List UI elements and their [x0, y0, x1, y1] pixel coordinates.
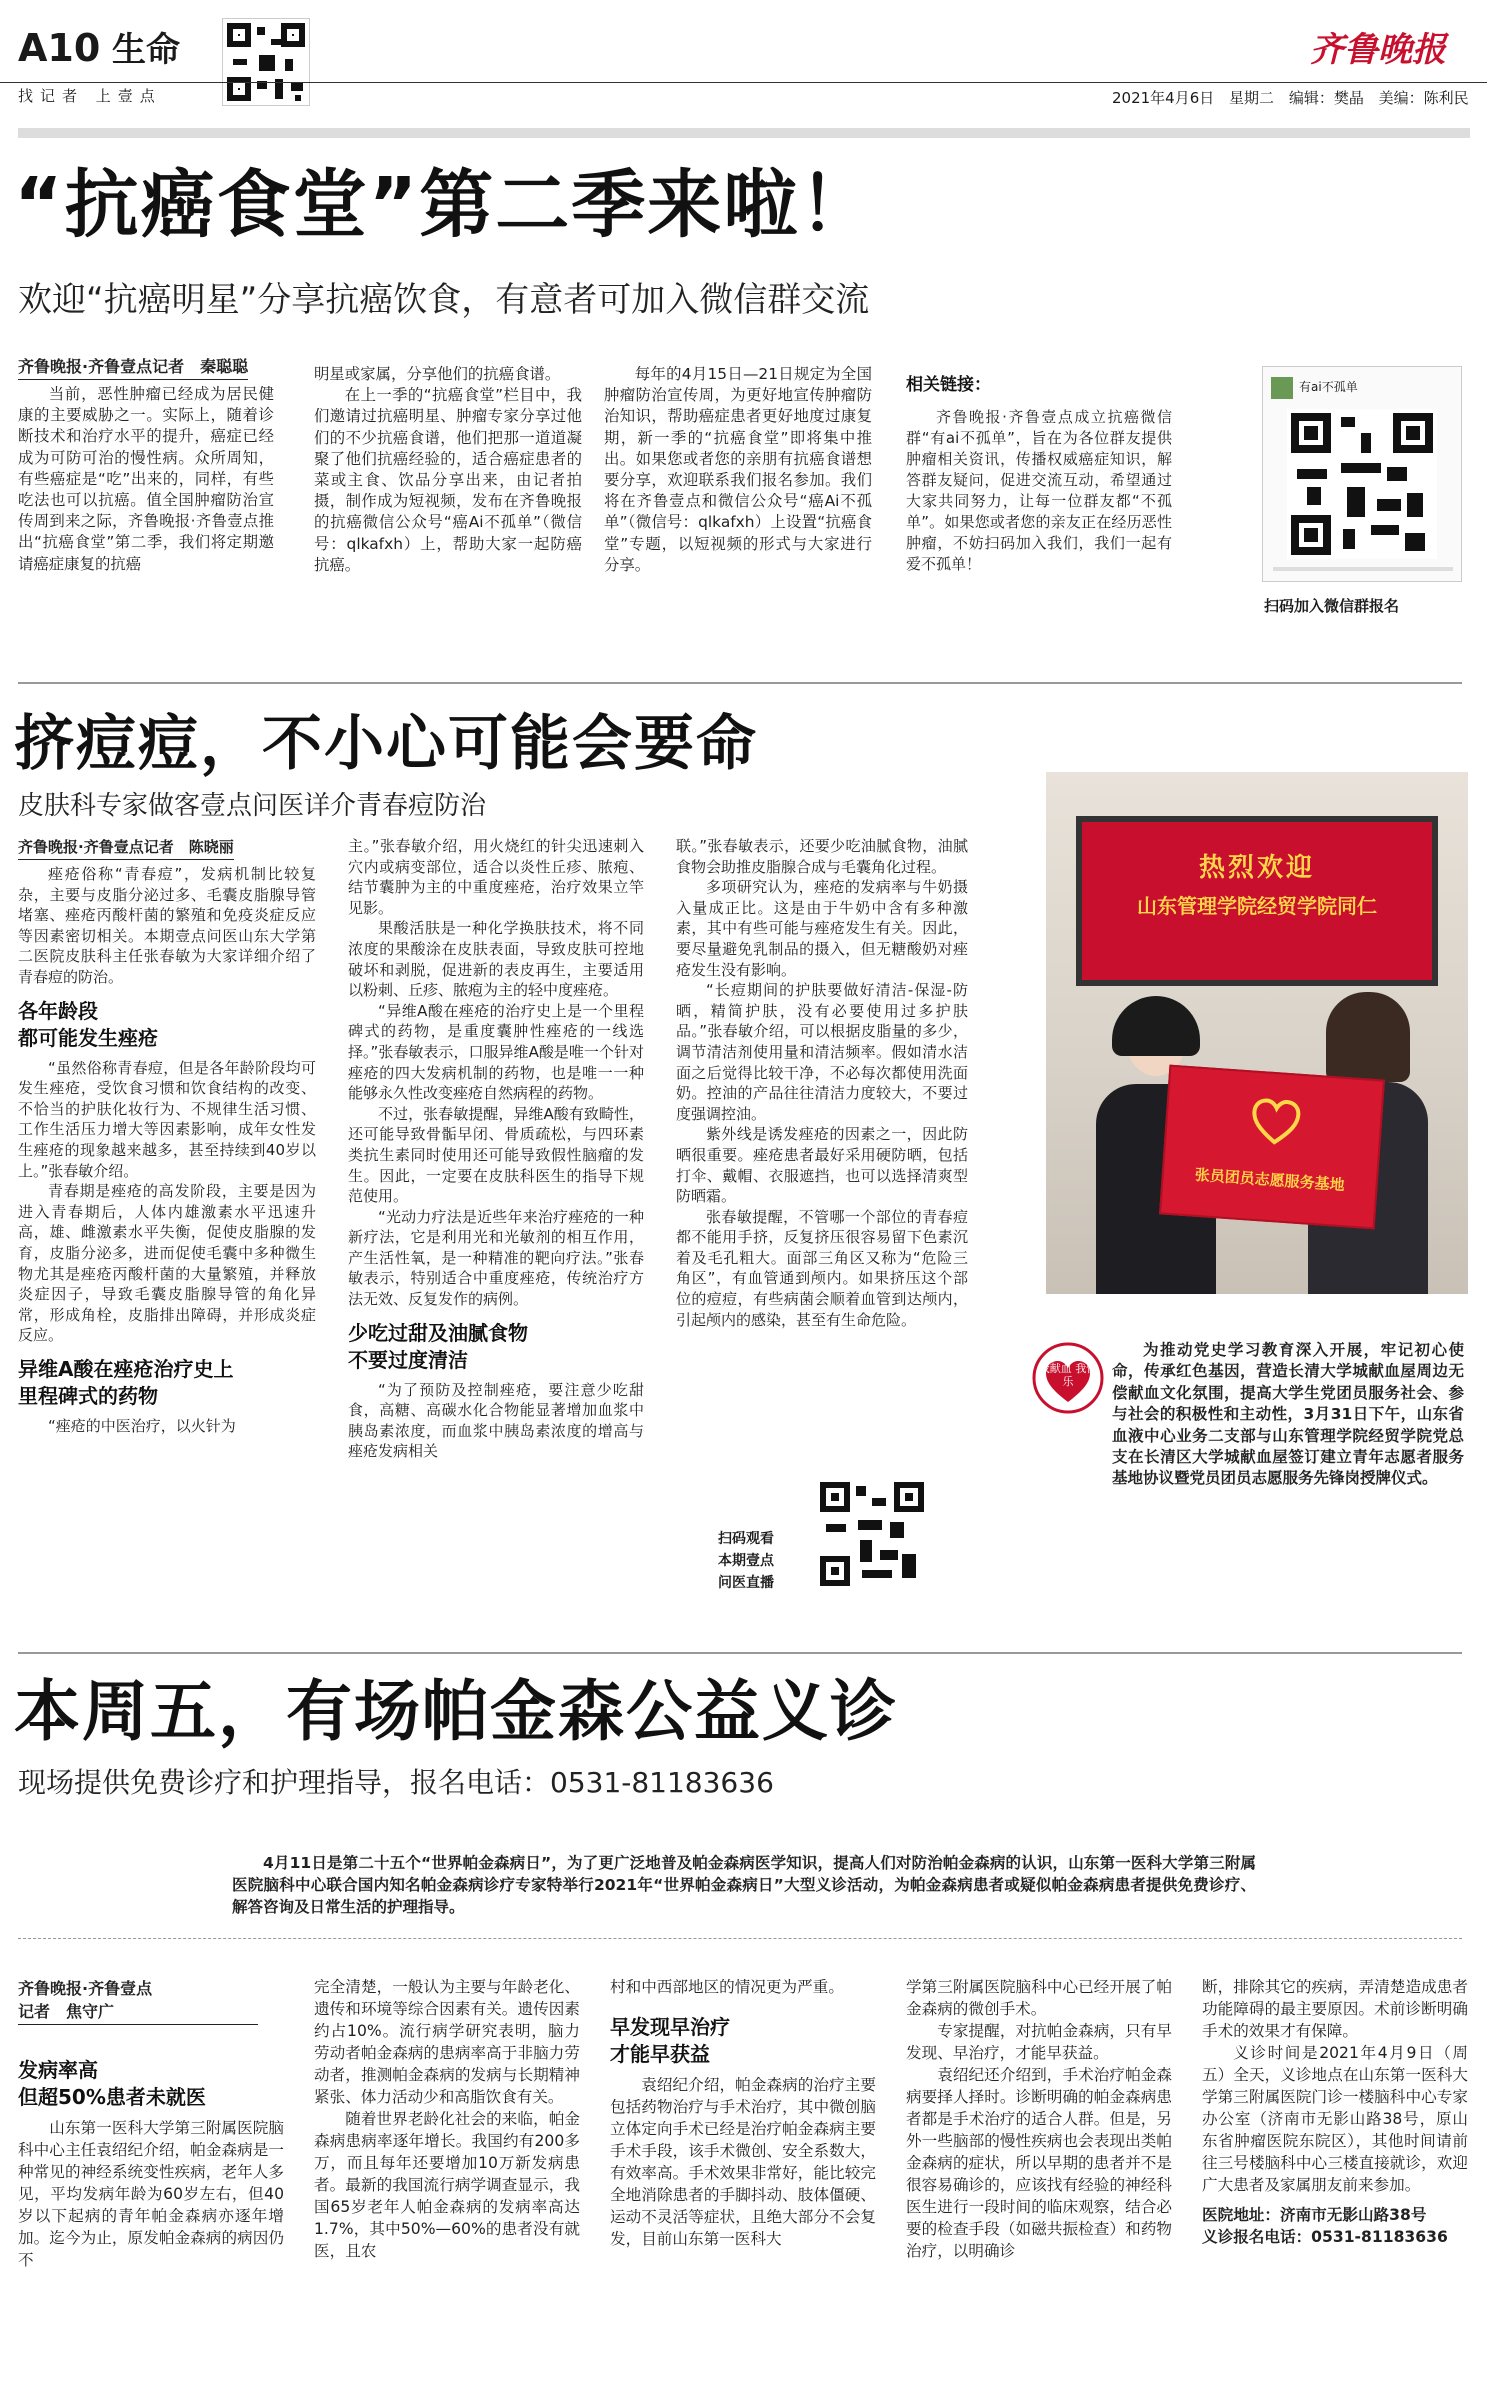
article3-para: 山东第一医科大学第三附属医院脑科中心主任袁绍纪介绍，帕金森病是一种常见的神经系统变性疾病，老年人多见，平均发病年龄为60岁左右，但40岁以下起病的青年帕金森病亦逐年增加。迄今为止，原发帕金森病的病因仍不 — [18, 2119, 284, 2269]
article2-headline: 挤痘痘，不小心可能会要命 — [14, 709, 758, 779]
article1-col2 — [314, 364, 582, 576]
masthead-qr-icon — [222, 18, 310, 106]
flag-text: 张员团员志愿服务基地 — [1194, 1165, 1346, 1195]
related-link-box — [906, 372, 1172, 575]
article2-para: 青春期是痤疮的高发阶段，主要是因为进入青春期后，人体内雄激素水平迅速升高，雄、雌激素水平失衡，促使皮脂腺的发育，皮脂分泌多，进而促使毛囊中多种微生物尤其是痤疮丙酸杆菌的大量繁殖，并释放炎症因子，导致毛囊皮脂腺导管的角化异常，形成角栓，皮脂排出障碍，并形成炎症反应。 — [18, 1182, 316, 1345]
designer-credit: 美编：陈利民 — [1378, 89, 1469, 107]
article2-para: 联。”张春敏表示，还要少吃油腻食物，油腻食物会助推皮脂腺合成与毛囊角化过程。 — [676, 837, 968, 876]
article3-para: 专家提醒，对抗帕金森病，只有早发现、早治疗，才能早获益。 — [906, 2022, 1172, 2062]
blood-donation-logo — [1030, 1340, 1106, 1416]
article3-lead — [232, 1852, 1256, 1918]
article3-deck: 现场提供免费诊疗和护理指导，报名电话：0531-81183636 — [18, 1766, 774, 1799]
article2-para: “为了预防及控制痤疮，要注意少吃甜食，高糖、高碳水化合物能显著增加血浆中胰岛素浓度，而血浆中胰岛素浓度的增高与痤疮发病相关 — [348, 1380, 644, 1461]
section-name: 生命 — [112, 30, 180, 70]
article3-headline: 本周五，有场帕金森公益义诊 — [14, 1673, 898, 1750]
article3-subhead-2: 早发现早治疗 才能早获益 — [610, 2015, 730, 2066]
article3-lead-text: 4月11日是第二十五个“世界帕金森病日”，为了更广泛地普及帕金森病医学知识，提高人们对防治帕金森病的认识，山东第一医科大学第三附属医院脑科中心联合国内知名帕金森病诊疗专家特举行2021年“世界帕金森病日”大型义诊活动，为帕金森病患者或疑似帕金森病患者提供免费诊疗、解答咨询及日常生活的护理指导。 — [232, 1854, 1256, 1916]
article3-col5 — [1202, 1976, 1468, 2248]
wechat-qr-icon — [1287, 409, 1437, 559]
article2-subhead-2: 异维A酸在痤疮治疗史上 里程碑式的药物 — [18, 1356, 234, 1408]
article3-para: 袁绍纪介绍，帕金森病的治疗主要包括药物治疗与手术治疗，其中微创脑立体定向手术已经是治疗帕金森病主要手术手段，该手术微创、安全系数大，有效率高。手术效果非常好，能比较完全地消除患者的手脚抖动、肢体僵硬、运动不灵活等症状，且绝大部分不会复发，目前山东第一医科大 — [610, 2076, 876, 2248]
article2-para: “虽然俗称青春痘，但是各年龄阶段均可发生痤疮，受饮食习惯和饮食结构的改变、不恰当的护肤化妆行为、不规律生活习惯、工作生活压力增大等因素影响，成年女性发生痤疮的现象越来越多，甚至持续到40岁以上。”张春敏介绍。 — [18, 1058, 316, 1180]
article3-col2 — [314, 1976, 580, 2262]
heart-icon — [1248, 1094, 1304, 1150]
wechat-qr-caption: 扫码加入微信群报名 — [1264, 597, 1400, 615]
article2-para: “痤疮的中医治疗，以火针为 — [48, 1416, 236, 1435]
qr-card-avatar — [1271, 377, 1293, 399]
photo-caption — [1112, 1340, 1464, 1490]
related-link-text: 齐鲁晚报·齐鲁壹点成立抗癌微信群“有ai不孤单”，旨在为各位群友提供肿瘤相关资讯，传播权威癌症知识，解答群友疑问，促进交流互动，希望通过大家共同努力，让每一位群友都“不孤单”。如果您或者您的亲友正在经历恶性肿瘤，不妨扫码加入我们，我们一起有爱不孤单！ — [906, 408, 1172, 573]
related-link-title: 相关链接： — [906, 375, 991, 395]
qr-card-footnote — [1273, 567, 1453, 571]
article3-para: 村和中西部地区的情况更为严重。 — [610, 1978, 844, 1996]
article2-para: “光动力疗法是近些年来治疗痤疮的一种新疗法，它是利用光和光敏剂的相互作用，产生活性氧，是一种精准的靶向疗法。”张春敏表示，特别适合中重度痤疮，传统治疗方法无效、反复发作的病例。 — [348, 1207, 644, 1309]
issue-weekday: 星期二 — [1229, 89, 1275, 107]
article1-para: 当前，恶性肿瘤已经成为居民健康的主要威胁之一。实际上，随着诊断技术和治疗水平的提升，癌症已经成为可防可治的慢性病。众所周知，有些癌症是“吃”出来的，同样，有些吃法也可以抗癌。值全国肿瘤防治宣传周到来之际，齐鲁晚报·齐鲁壹点推出“抗癌食堂”第二季，我们将定期邀请癌症康复的抗癌 — [18, 385, 274, 573]
article2-byline: 齐鲁晚报·齐鲁壹点记者 陈晓丽 — [18, 836, 234, 860]
qr-card-name: 有ai不孤单 — [1299, 380, 1358, 394]
article3-para: 随着世界老龄化社会的来临，帕金森病患病率逐年增长。我国约有200多万，而且每年还要增加10万新发病患者。最新的我国流行病学调查显示，我国65岁老年人帕金森病的发病率高达1.7%，其中50%—60%的患者没有就医，且农 — [314, 2110, 580, 2260]
article1-para: 明星或家属，分享他们的抗癌食谱。 — [314, 365, 561, 383]
article2-deck: 皮肤科专家做客壹点问医详介青春痘防治 — [18, 791, 487, 821]
banner-subtitle: 山东管理学院经贸学院同仁 — [1137, 894, 1377, 918]
article3-byline-2: 记者 焦守广 — [18, 2001, 258, 2025]
article2-para: 张春敏提醒，不管哪一个部位的青春痘都不能用手挤，反复挤压很容易留下色素沉着及毛孔粗大。面部三角区又称为“危险三角区”，有血管通到颅内。如果挤压这个部位的痘痘，有些病菌会顺着血管到达颅内，引起颅内的感染，甚至有生命危险。 — [676, 1207, 968, 1329]
article2-para: 主。”张春敏介绍，用火烧红的针尖迅速刺入穴内或病变部位，适合以炎性丘疹、脓疱、结节囊肿为主的中重度痤疮，治疗效果立竿见影。 — [348, 837, 644, 917]
article2-col2 — [348, 836, 644, 1462]
article2-para: 多项研究认为，痤疮的发病率与牛奶摄入量成正比。这是由于牛奶中含有多种激素，其中有些可能与痤疮发生有关。因此，要尽量避免乳制品的摄入，但无糖酸奶对痤疮发生没有影响。 — [676, 878, 968, 979]
article1-para: 每年的4月15日—21日规定为全国肿瘤防治宣传周，为更好地宣传肿瘤防治知识，帮助癌症患者更好地度过康复期，新一季的“抗癌食堂”即将集中推出。如果您或者您的亲朋有抗癌食谱想要分享，欢迎联系我们报名参加。我们将在齐鲁壹点和微信公众号“癌Ai不孤单”（微信号：qlkafxh）上设置“抗癌食堂”专题，以短视频的形式与大家进行分享。 — [604, 365, 872, 574]
issue-date: 2021年4月6日 — [1112, 89, 1215, 107]
article3-byline-1: 齐鲁晚报·齐鲁壹点 — [18, 1979, 153, 1998]
article2-subhead-1: 各年龄段 都可能发生痤疮 — [18, 998, 158, 1050]
article2-qr-icon — [818, 1480, 926, 1588]
masthead-meta — [1112, 88, 1469, 108]
article2-qr-caption: 扫码观看 本期壹点 问医直播 — [718, 1531, 774, 1591]
logo-slogan: 我献血 我快乐 — [1038, 1362, 1098, 1388]
newspaper-logo: 齐鲁晚报 — [1310, 30, 1446, 70]
article2-para: 痤疮俗称“青春痘”，发病机制比较复杂，主要与皮脂分泌过多、毛囊皮脂腺导管堵塞、痤疮丙酸杆菌的繁殖和免疫炎症反应等因素密切相关。本期壹点问医山东大学第二医院皮肤科主任张春敏为大家详细介绍了青春痘的防治。 — [18, 865, 316, 986]
event-photo — [1046, 772, 1468, 1294]
article3-col4 — [906, 1976, 1172, 2262]
photo-caption-text: 为推动党史学习教育深入开展，牢记初心使命，传承红色基因，营造长清大学城献血屋周边无偿献血文化氛围，提高大学生党团员服务社会、参与社会的积极性和主动性，3月31日下午，山东省血液中心业务二支部与山东管理学院经贸学院党总支在长清区大学城献血屋签订建立青年志愿者服务基地协议暨党员团员志愿服务先锋岗授牌仪式。 — [1112, 1341, 1464, 1488]
banner-title: 热烈欢迎 — [1198, 853, 1315, 883]
article3-para: 完全清楚，一般认为主要与年龄老化、遗传和环境等综合因素有关。遗传因素约占10%。流行病学研究表明，脑力劳动者帕金森病的患病率高于非脑力劳动者，推测帕金森病的发病与长期精神紧张、体力活动少和高脂饮食有关。 — [314, 1978, 580, 2106]
article1-para: 在上一季的“抗癌食堂”栏目中，我们邀请过抗癌明星、肿瘤专家分享过他们的不少抗癌食谱，他们把那一道道凝聚了他们抗癌经验的，适合癌症患者的菜或主食、饮品分享出来，由记者拍摄，制作成为短视频，发布在齐鲁晚报的抗癌微信公众号“癌Ai不孤单”（微信号：qlkafxh）上，帮助大家一起防癌抗癌。 — [314, 386, 582, 574]
article1-col3 — [604, 364, 872, 576]
article2-subhead-3: 少吃过甜及油腻食物 不要过度清洁 — [348, 1320, 528, 1372]
article1-deck: 欢迎“抗癌明星”分享抗癌饮食，有意者可加入微信群交流 — [18, 280, 870, 320]
article1-headline: “抗癌食堂”第二季来啦！ — [14, 162, 876, 248]
article3-para: 学第三附属医院脑科中心已经开展了帕金森病的微创手术。 — [906, 1978, 1172, 2018]
signup-phone: 义诊报名电话：0531-81183636 — [1202, 2228, 1448, 2246]
article3-col1 — [18, 1978, 284, 2271]
welcome-banner — [1076, 816, 1438, 986]
article2-para: 不过，张春敏提醒，异维A酸有致畸性，还可能导致骨骺早闭、骨质疏松，与四环素类抗生素同时使用还可能导致假性脑瘤的发生。因此，一定要在皮肤科医生的指导下规范使用。 — [348, 1104, 644, 1206]
service-flag — [1159, 1065, 1385, 1230]
masthead — [0, 0, 1487, 130]
article2-col3 — [676, 836, 968, 1330]
masthead-tagline: 找记者 上壹点 — [18, 87, 162, 105]
article3-col3 — [610, 1976, 876, 2250]
article2-col1 — [18, 836, 316, 1436]
article3-para: 义诊时间是2021年4月9日（周五）全天，义诊地点在山东第一医科大学第三附属医院门诊一楼脑科中心专家办公室（济南市无影山路38号，原山东省肿瘤医院东院区），其他时间请前往三号楼脑科中心三楼直接就诊，欢迎广大患者及家属朋友前来参加。 — [1202, 2044, 1468, 2194]
article2-para: “异维A酸在痤疮的治疗史上是一个里程碑式的药物，是重度囊肿性痤疮的一线选择。”张春敏表示，口服异维A酸是唯一个针对痤疮的四大发病机制的药物，也是唯一一种能够永久性改变痤疮自然病程的药物。 — [348, 1001, 644, 1103]
wechat-qr-card — [1262, 366, 1462, 582]
article2-para: 果酸活肤是一种化学换肤技术，将不同浓度的果酸涂在皮肤表面，导致皮肤可控地破坏和剥脱，促进新的表皮再生，主要适用以粉刺、丘疹、脓疱为主的轻中度痤疮。 — [348, 919, 644, 1000]
article3-para: 袁绍纪还介绍到，手术治疗帕金森病要择人择时。诊断明确的帕金森病患者都是手术治疗的适合人群。但是，另外一些脑部的慢性疾病也会表现出类帕金森病的症状，所以早期的患者并不是很容易确诊的，应该找有经验的神经科医生进行一段时间的临床观察，结合必要的检查手段（如磁共振检查）和药物治疗，以明确诊 — [906, 2066, 1172, 2260]
article1-byline: 齐鲁晚报·齐鲁壹点记者 秦聪聪 — [18, 356, 248, 380]
hospital-address: 医院地址：济南市无影山路38号 — [1202, 2206, 1427, 2224]
article2-para: “长痘期间的护肤要做好清洁-保湿-防晒，精简护肤，没有必要使用过多护肤品。”张春敏介绍，可以根据皮脂量的多少，调节清洁剂使用量和清洁频率。假如清水洁面之后觉得比较干净，不必每次都使用洗面奶。控油的产品往往清洁力度较大，不要过度强调控油。 — [676, 981, 968, 1123]
article1-col1 — [18, 356, 274, 575]
editor-credit: 编辑：樊晶 — [1288, 89, 1364, 107]
article3-para: 断，排除其它的疾病，弄清楚造成患者功能障碍的最主要原因。术前诊断明确手术的效果才有保障。 — [1202, 1978, 1468, 2040]
article2-para: 紫外线是诱发痤疮的因素之一，因此防晒很重要。痤疮患者最好采用硬防晒，包括打伞、戴帽、衣服遮挡，也可以选择清爽型防晒霜。 — [676, 1125, 968, 1206]
page-number: A10 — [18, 26, 101, 70]
article3-subhead-1: 发病率高 但超50%患者未就医 — [18, 2058, 206, 2109]
